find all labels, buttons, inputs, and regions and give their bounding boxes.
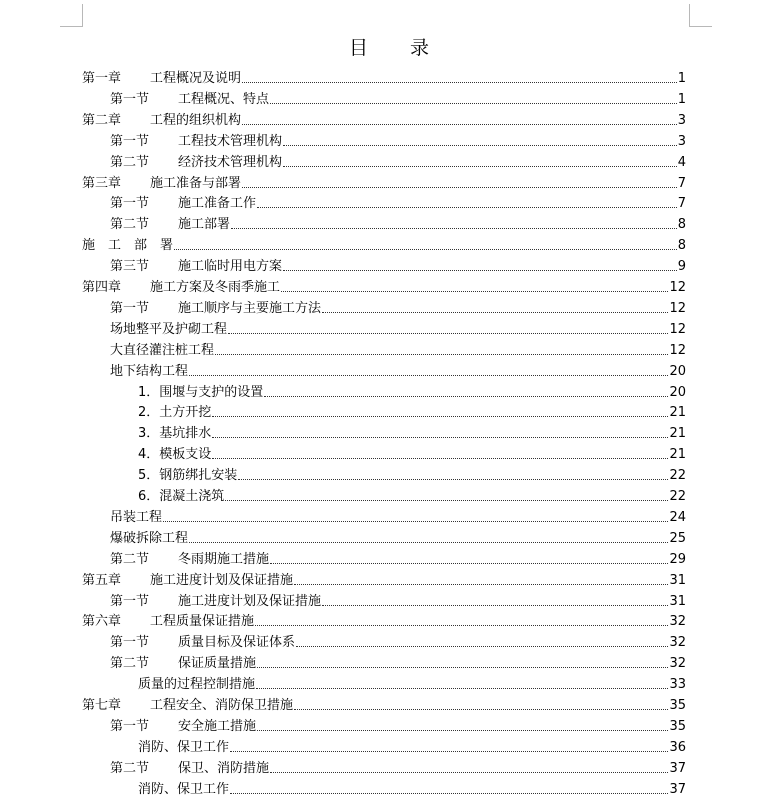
toc-entry-number: 第一节 — [110, 718, 150, 734]
toc-page-number: 7 — [677, 175, 686, 191]
toc-entry-number: 第三节 — [110, 259, 150, 275]
toc-dot-leader — [256, 687, 668, 689]
toc-entry[interactable] — [138, 735, 686, 756]
toc-dot-leader — [189, 541, 668, 543]
toc-page-number: 36 — [669, 739, 686, 755]
toc-entry[interactable] — [82, 171, 686, 192]
toc-page-number: 21 — [669, 426, 686, 442]
toc-entry[interactable] — [82, 275, 686, 296]
toc-entry-label: 工程概况、特点 — [178, 91, 270, 107]
toc-page-number: 1 — [677, 91, 686, 107]
toc-title: 目 录 — [348, 37, 448, 59]
toc-dot-leader — [255, 624, 668, 626]
toc-page-number: 24 — [669, 509, 686, 525]
toc-entry-number: 第二节 — [110, 154, 150, 170]
toc-entry-label: 施工部署 — [178, 217, 231, 233]
toc-entry-label: 爆破拆除工程 — [110, 530, 189, 546]
toc-dot-leader — [230, 792, 668, 794]
toc-page-number: 37 — [669, 781, 686, 797]
toc-entry[interactable] — [110, 254, 686, 275]
toc-entry-label: 大直径灌注桩工程 — [110, 342, 215, 358]
toc-page-number: 22 — [669, 468, 686, 484]
toc-entry-number: 第二节 — [110, 656, 150, 672]
toc-page-number: 9 — [677, 259, 686, 275]
toc-dot-leader — [270, 102, 677, 104]
toc-entry-number: 第三章 — [82, 175, 122, 191]
toc-entry-label: 工程技术管理机构 — [178, 133, 283, 149]
toc-dot-leader — [225, 499, 668, 501]
toc-dot-leader — [283, 165, 677, 167]
toc-page-number: 31 — [669, 572, 686, 588]
toc-entry-number: 第一节 — [110, 196, 150, 212]
toc-entry[interactable] — [138, 777, 686, 798]
toc-entry-number: 第六章 — [82, 614, 122, 630]
toc-entry[interactable] — [82, 108, 686, 129]
toc-dot-leader — [238, 478, 668, 480]
toc-entry[interactable] — [110, 87, 686, 108]
toc-entry[interactable] — [110, 714, 686, 735]
toc-page-number: 8 — [677, 217, 686, 233]
toc-page-number: 22 — [669, 489, 686, 504]
toc-page-number: 4 — [677, 154, 686, 170]
toc-page-number: 35 — [669, 718, 686, 734]
toc-page-number: 21 — [669, 405, 686, 421]
toc-entry-number: 第二节 — [110, 217, 150, 233]
toc-entry[interactable] — [110, 150, 686, 171]
toc-entry-label: 经济技术管理机构 — [178, 154, 283, 170]
toc-entry[interactable] — [138, 672, 686, 693]
toc-page-number: 32 — [669, 656, 686, 672]
toc-dot-leader — [242, 123, 677, 125]
toc-page-number: 20 — [669, 363, 686, 379]
toc-dot-leader — [283, 269, 677, 271]
toc-entry-number: 第五章 — [82, 572, 122, 588]
toc-dot-leader — [242, 186, 677, 188]
toc-entry-label: 地下结构工程 — [110, 363, 189, 379]
toc-entry[interactable] — [138, 463, 686, 484]
toc-entry-label: 工程安全、消防保卫措施 — [150, 698, 294, 713]
toc-page-number: 29 — [669, 551, 686, 567]
toc-entry-label: 施工方案及冬雨季施工 — [150, 280, 281, 295]
toc-page-number: 1 — [677, 71, 686, 86]
toc-entry[interactable] — [110, 296, 686, 317]
toc-entry-label: 工程的组织机构 — [150, 112, 242, 128]
toc-entry-number: 第一节 — [110, 300, 150, 316]
toc-page-number: 12 — [669, 342, 686, 358]
toc-dot-leader — [294, 708, 668, 710]
toc-entry-label: 保卫、消防措施 — [178, 760, 270, 776]
toc-entry[interactable] — [110, 191, 686, 212]
toc-entry[interactable] — [138, 380, 686, 401]
toc-entry-number: 第一节 — [110, 133, 150, 149]
toc-page-number: 31 — [669, 593, 686, 609]
toc-dot-leader — [215, 353, 668, 355]
toc-dot-leader — [264, 395, 668, 397]
toc-dot-leader — [270, 771, 668, 773]
toc-entry-number: 第一节 — [110, 593, 150, 609]
toc-page-number: 25 — [669, 530, 686, 546]
toc-page-number: 20 — [669, 384, 686, 400]
page-corner-mark-right — [689, 4, 712, 27]
toc-dot-leader — [231, 227, 677, 229]
toc-entry-number: 第二节 — [110, 760, 150, 776]
toc-page-number: 3 — [677, 133, 686, 149]
toc-entry-number: 第二章 — [82, 112, 122, 128]
toc-entry-label: 3．基坑排水 — [138, 426, 212, 442]
toc-dot-leader — [257, 729, 668, 731]
toc-entry-label: 消防、保卫工作 — [138, 781, 230, 797]
toc-entry-label: 施工准备工作 — [178, 196, 257, 212]
toc-entry-label: 6．混凝土浇筑 — [138, 489, 225, 504]
toc-dot-leader — [174, 248, 677, 250]
toc-entry-label: 2．土方开挖 — [138, 405, 212, 421]
toc-entry-number: 第一节 — [110, 91, 150, 107]
toc-dot-leader — [212, 457, 668, 459]
toc-page-number: 7 — [677, 196, 686, 212]
toc-page-number: 12 — [669, 300, 686, 316]
toc-entry-label: 施工进度计划及保证措施 — [178, 593, 322, 609]
toc-entry-label: 场地整平及护砌工程 — [110, 321, 228, 337]
toc-entry-label: 质量的过程控制措施 — [138, 677, 256, 693]
toc-entry[interactable] — [110, 526, 686, 547]
toc-entry[interactable] — [82, 568, 686, 589]
toc-entry-label: 质量目标及保证体系 — [178, 635, 296, 651]
toc-entry[interactable] — [110, 589, 686, 610]
toc-entry-label: 1．围堰与支护的设置 — [138, 384, 264, 400]
toc-dot-leader — [296, 645, 668, 647]
page-corner-mark-left — [60, 4, 83, 27]
toc-entry-number: 第一节 — [110, 635, 150, 651]
toc-entry[interactable] — [82, 609, 686, 630]
toc-entry[interactable] — [82, 233, 686, 254]
toc-entry-label: 消防、保卫工作 — [138, 739, 230, 755]
toc-entry-number: 第一章 — [82, 71, 122, 86]
toc-entry[interactable] — [138, 484, 686, 505]
toc-entry[interactable] — [110, 359, 686, 380]
toc-dot-leader — [228, 332, 668, 334]
toc-entry-label: 工程质量保证措施 — [150, 614, 255, 630]
toc-entry[interactable] — [110, 651, 686, 672]
toc-entry-label: 吊装工程 — [110, 509, 163, 525]
toc-dot-leader — [294, 583, 668, 585]
toc-dot-leader — [322, 604, 668, 606]
toc-entry[interactable] — [82, 693, 686, 714]
toc-dot-leader — [257, 666, 668, 668]
toc-entry[interactable] — [138, 442, 686, 463]
toc-entry-label: 施工准备与部署 — [150, 175, 242, 191]
toc-entry-number: 第二节 — [110, 551, 150, 567]
toc-entry-label: 5．钢筋绑扎安装 — [138, 468, 238, 484]
toc-entry[interactable] — [138, 400, 686, 421]
toc-dot-leader — [189, 374, 668, 376]
toc-page-number: 3 — [677, 112, 686, 128]
toc-entry-label: 冬雨期施工措施 — [178, 551, 270, 567]
toc-dot-leader — [322, 311, 668, 313]
toc-page-number: 12 — [669, 321, 686, 337]
toc-entry[interactable] — [110, 338, 686, 359]
toc-dot-leader — [270, 562, 668, 564]
toc-page-number: 21 — [669, 447, 686, 463]
toc-entry-label: 4．模板支设 — [138, 447, 212, 463]
toc-entry-label: 施工顺序与主要施工方法 — [178, 300, 322, 316]
toc-entry-label: 施工进度计划及保证措施 — [150, 572, 294, 588]
toc-dot-leader — [212, 415, 668, 417]
toc-entry-label: 安全施工措施 — [178, 718, 257, 734]
toc-entry[interactable] — [110, 630, 686, 651]
toc-page-number: 8 — [677, 238, 686, 254]
toc-entry[interactable] — [138, 421, 686, 442]
toc-entry-label: 施工临时用电方案 — [178, 259, 283, 275]
toc-entry[interactable] — [110, 547, 686, 568]
toc-dot-leader — [212, 436, 668, 438]
toc-dot-leader — [242, 81, 677, 83]
toc-dot-leader — [163, 520, 668, 522]
toc-dot-leader — [283, 144, 677, 146]
toc-dot-leader — [257, 206, 677, 208]
toc-entry[interactable] — [110, 317, 686, 338]
toc-entry-number: 第七章 — [82, 698, 122, 713]
toc-page-number: 37 — [669, 760, 686, 776]
toc-page-number: 33 — [669, 677, 686, 693]
toc-dot-leader — [281, 290, 668, 292]
toc-entry[interactable] — [110, 129, 686, 150]
toc-entry-number: 第四章 — [82, 280, 122, 295]
toc-entry[interactable] — [82, 66, 686, 87]
toc-entry[interactable] — [110, 212, 686, 233]
toc-page-number: 32 — [669, 635, 686, 651]
toc-entry[interactable] — [110, 505, 686, 526]
toc-page-number: 32 — [669, 614, 686, 630]
toc-entry-label: 工程概况及说明 — [150, 71, 242, 86]
toc-entry[interactable] — [110, 756, 686, 777]
toc-entry-label: 保证质量措施 — [178, 656, 257, 672]
toc-entry-label: 施 工 部 署 — [82, 238, 174, 254]
toc-page-number: 12 — [669, 280, 686, 295]
toc-page-number: 35 — [669, 698, 686, 713]
toc-dot-leader — [230, 750, 668, 752]
